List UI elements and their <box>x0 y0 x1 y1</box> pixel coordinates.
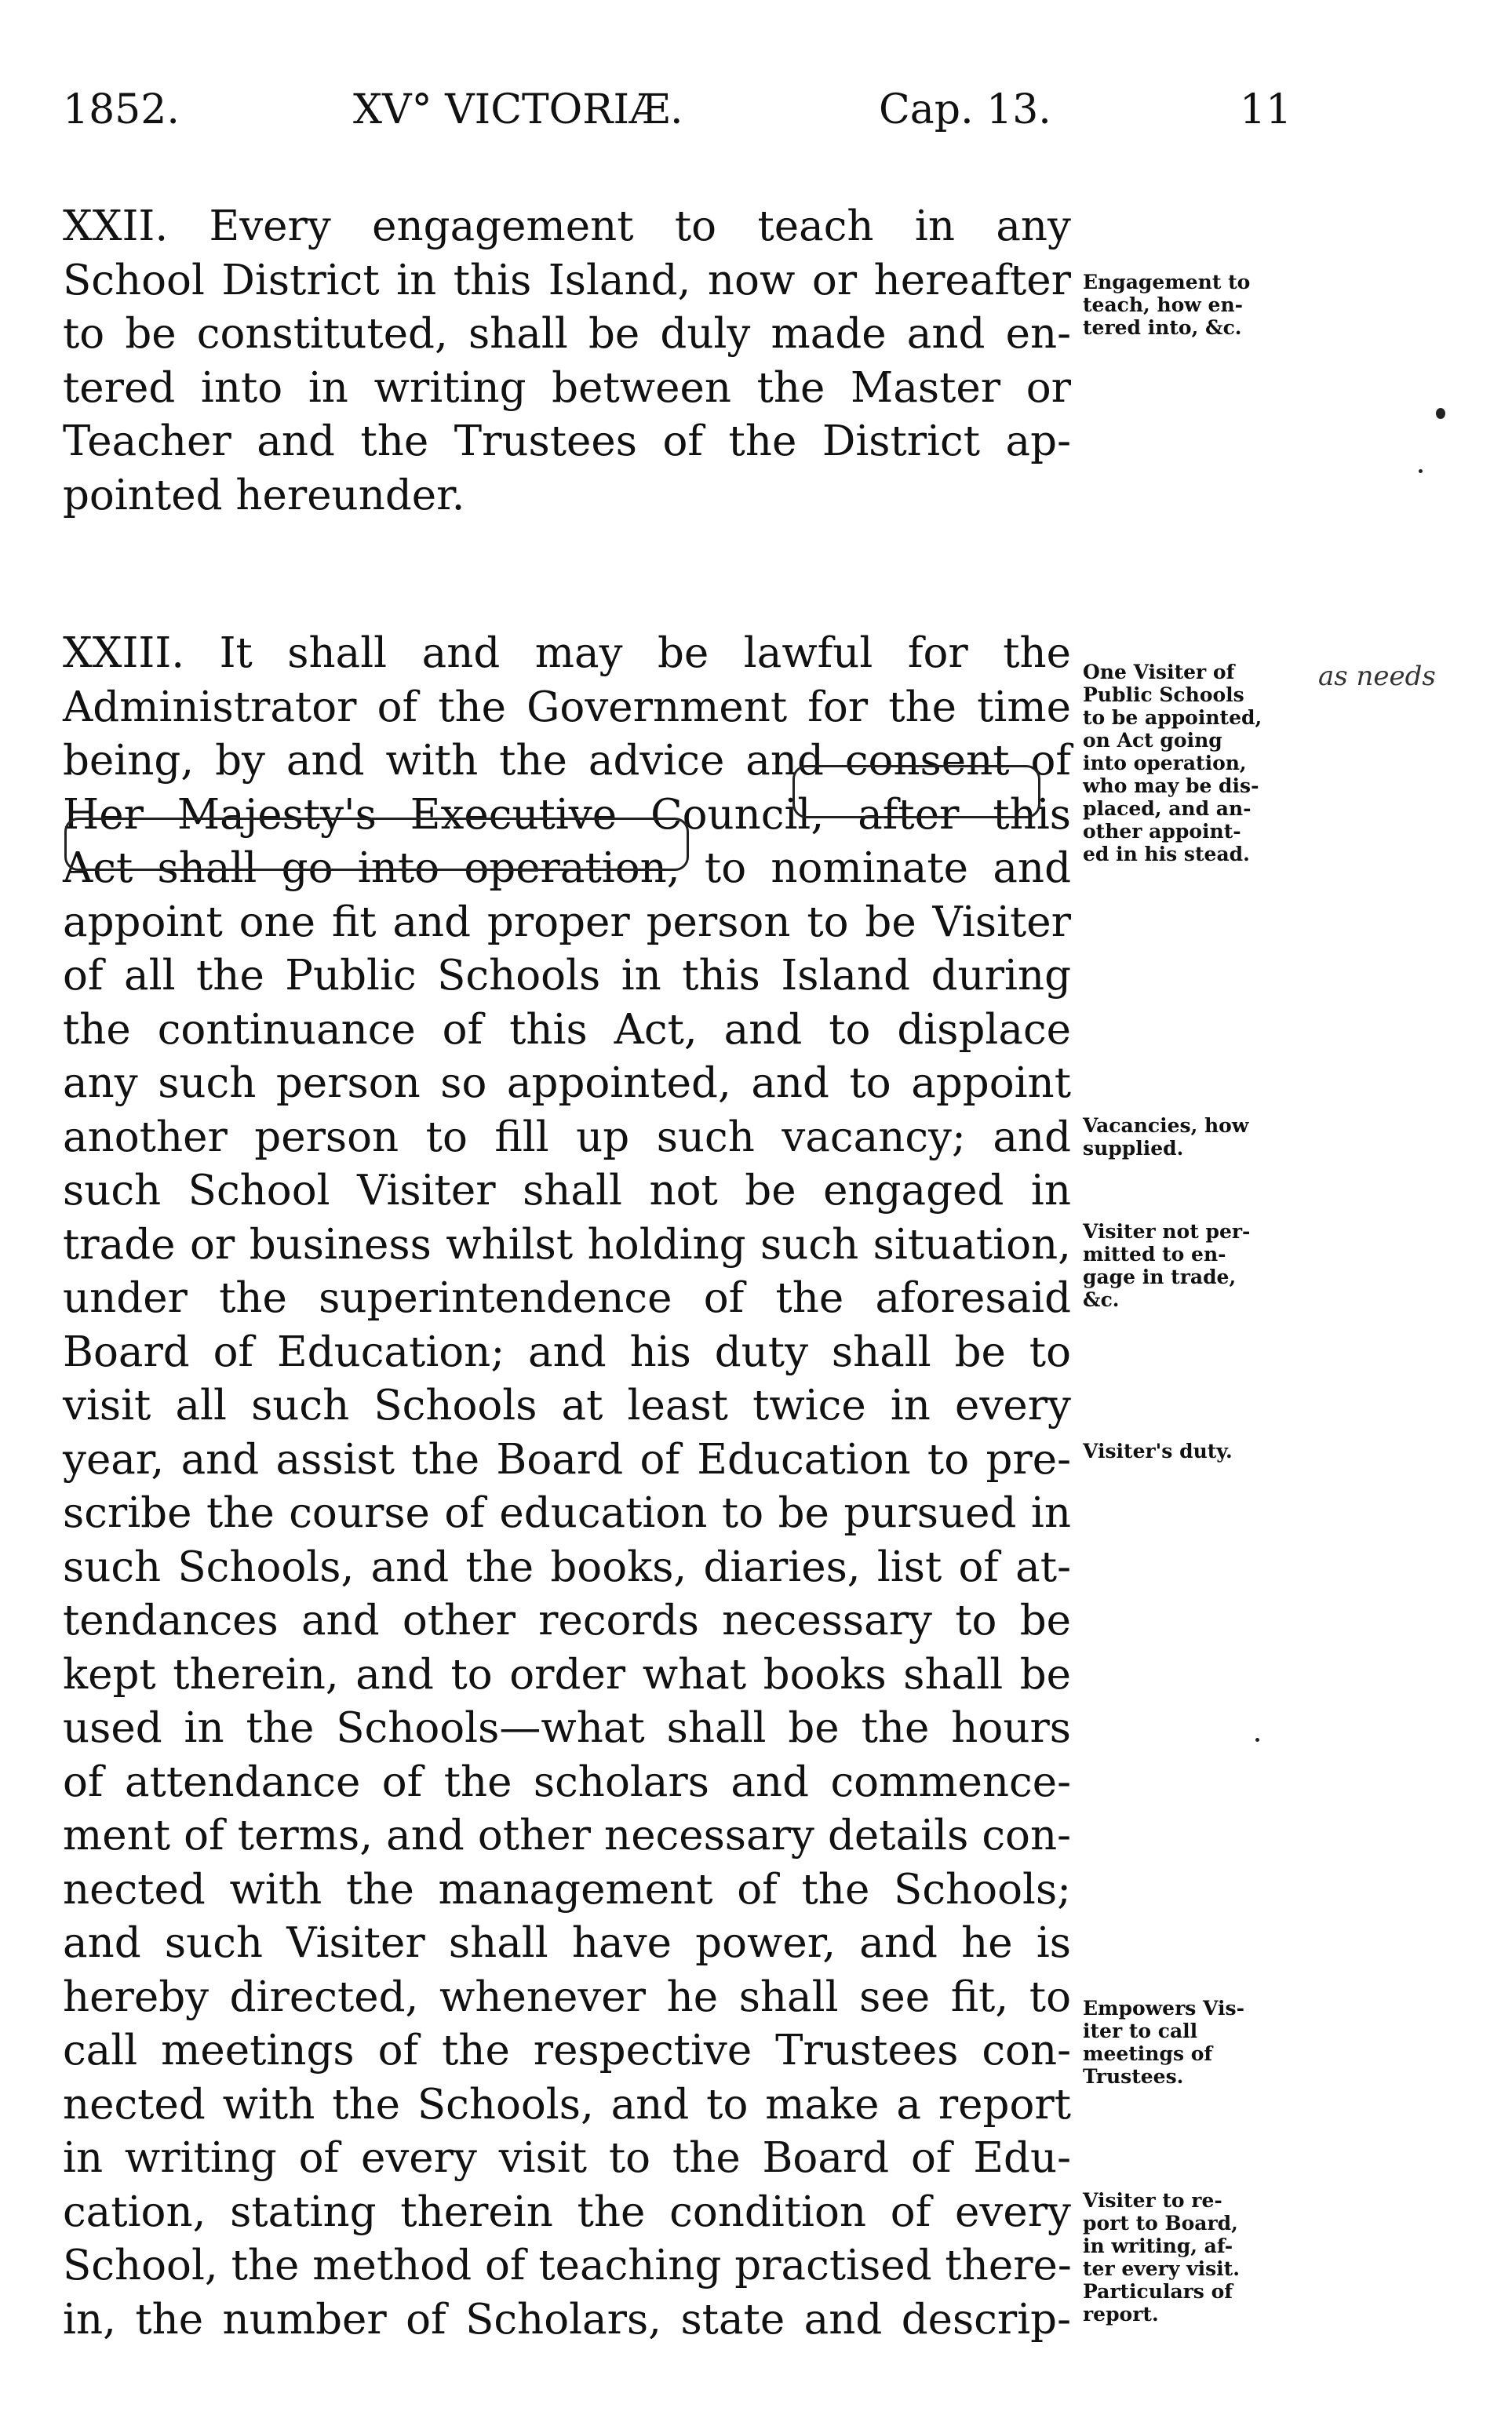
handwritten-circle-1 <box>792 765 1040 818</box>
scan-speck <box>1436 408 1445 419</box>
text-line: in, the number of Scholars, state and descrip- <box>63 2295 1071 2344</box>
text-line: ment of terms, and other necessary details con- <box>63 1812 1071 1860</box>
text-line: hereby directed, whenever he shall see fit, to <box>63 1972 1071 2021</box>
text-line: nected with the management of the Schools; <box>63 1865 1071 1914</box>
running-header <box>63 86 1318 149</box>
text-line: such School Visiter shall not be engaged in <box>63 1167 1071 1215</box>
margin-note-vacancies: Vacancies, how supplied. <box>1083 1114 1249 1160</box>
text-line: of all the Public Schools in this Island during <box>63 952 1071 1000</box>
text-line: pointed hereunder. <box>63 471 465 519</box>
margin-note-not-permitted: Visiter not per- mitted to en- gage in trade, &c. <box>1083 1220 1251 1311</box>
handwritten-circle-2 <box>64 818 689 871</box>
text-line: the continuance of this Act, and to displace <box>63 1005 1071 1054</box>
header-title: XV° VICTORIÆ. <box>353 86 683 133</box>
scan-speck <box>1255 1738 1259 1742</box>
text-line: tendances and other records necessary to be <box>63 1597 1071 1645</box>
margin-note-report: Visiter to re- port to Board, in writing, af- ter every visit. Particulars of report. <box>1083 2189 1240 2326</box>
text-line: visit all such Schools at least twice in every <box>63 1382 1071 1430</box>
header-chapter: Cap. 13. <box>879 86 1051 133</box>
text-line: XXIII. It shall and may be lawful for the <box>63 629 1071 677</box>
margin-note-visiter-appointed: One Visiter of Public Schools to be appointed, on Act going into operation, who may be dis- placed, and an- other appoint- ed in his stead. <box>1083 661 1262 865</box>
text-line: Act shall go into operation, to nominate and <box>63 844 1071 892</box>
text-line: trade or business whilst holding such situation, <box>63 1220 1071 1269</box>
text-line: appoint one fit and proper person to be Visiter <box>63 898 1071 946</box>
text-line: Administrator of the Government for the time <box>63 683 1071 731</box>
text-line: and such Visiter shall have power, and he is <box>63 1919 1071 1967</box>
page-number: 11 <box>1240 86 1292 133</box>
text-line: year, and assist the Board of Education to pre- <box>63 1435 1071 1484</box>
text-line: used in the Schools—what shall be the hours <box>63 1704 1071 1752</box>
text-line: kept therein, and to order what books shall be <box>63 1650 1071 1699</box>
text-line: nected with the Schools, and to make a report <box>63 2080 1071 2129</box>
text-line: Teacher and the Trustees of the District ap- <box>63 417 1071 465</box>
text-line: XXII. Every engagement to teach in any <box>63 202 1071 250</box>
margin-note-engagement: Engagement to teach, how en- tered into, &c. <box>1083 271 1251 339</box>
section-xxiii <box>63 627 1071 2347</box>
body-text <box>63 200 1071 2347</box>
section-gap <box>63 523 1071 627</box>
section-xxii <box>63 200 1071 523</box>
text-line: tered into in writing between the Master or <box>63 363 1071 412</box>
text-line: scribe the course of education to be pursued in <box>63 1489 1071 1537</box>
margin-note-duty: Visiter's duty. <box>1083 1440 1233 1463</box>
text-line: any such person so appointed, and to appoint <box>63 1059 1071 1107</box>
text-line: call meetings of the respective Trustees con- <box>63 2027 1071 2074</box>
text-line: being, by and with the advice and consent of <box>63 737 1071 785</box>
text-line: of attendance of the scholars and commence- <box>63 1758 1071 1806</box>
text-line: in writing of every visit to the Board of Edu- <box>63 2134 1071 2182</box>
text-line: another person to fill up such vacancy; and <box>63 1113 1071 1161</box>
handwritten-annotation: as needs <box>1318 661 1436 692</box>
text-line: School, the method of teaching practised there- <box>63 2242 1072 2289</box>
header-year: 1852. <box>63 86 180 133</box>
scan-speck <box>1419 469 1423 473</box>
margin-note-empowers: Empowers Vis- iter to call meetings of Trustees. <box>1083 1997 1244 2088</box>
text-line: to be constituted, shall be duly made and en- <box>63 310 1071 358</box>
text-line: Her Majesty's Executive Council, after this <box>63 790 1071 839</box>
text-line: such Schools, and the books, diaries, list of at- <box>63 1543 1071 1591</box>
text-line: Board of Education; and his duty shall be to <box>63 1328 1071 1376</box>
text-line: School District in this Island, now or hereafter <box>63 256 1071 304</box>
text-line: cation, stating therein the condition of every <box>63 2187 1071 2236</box>
text-line: under the superintendence of the aforesaid <box>63 1274 1071 1322</box>
